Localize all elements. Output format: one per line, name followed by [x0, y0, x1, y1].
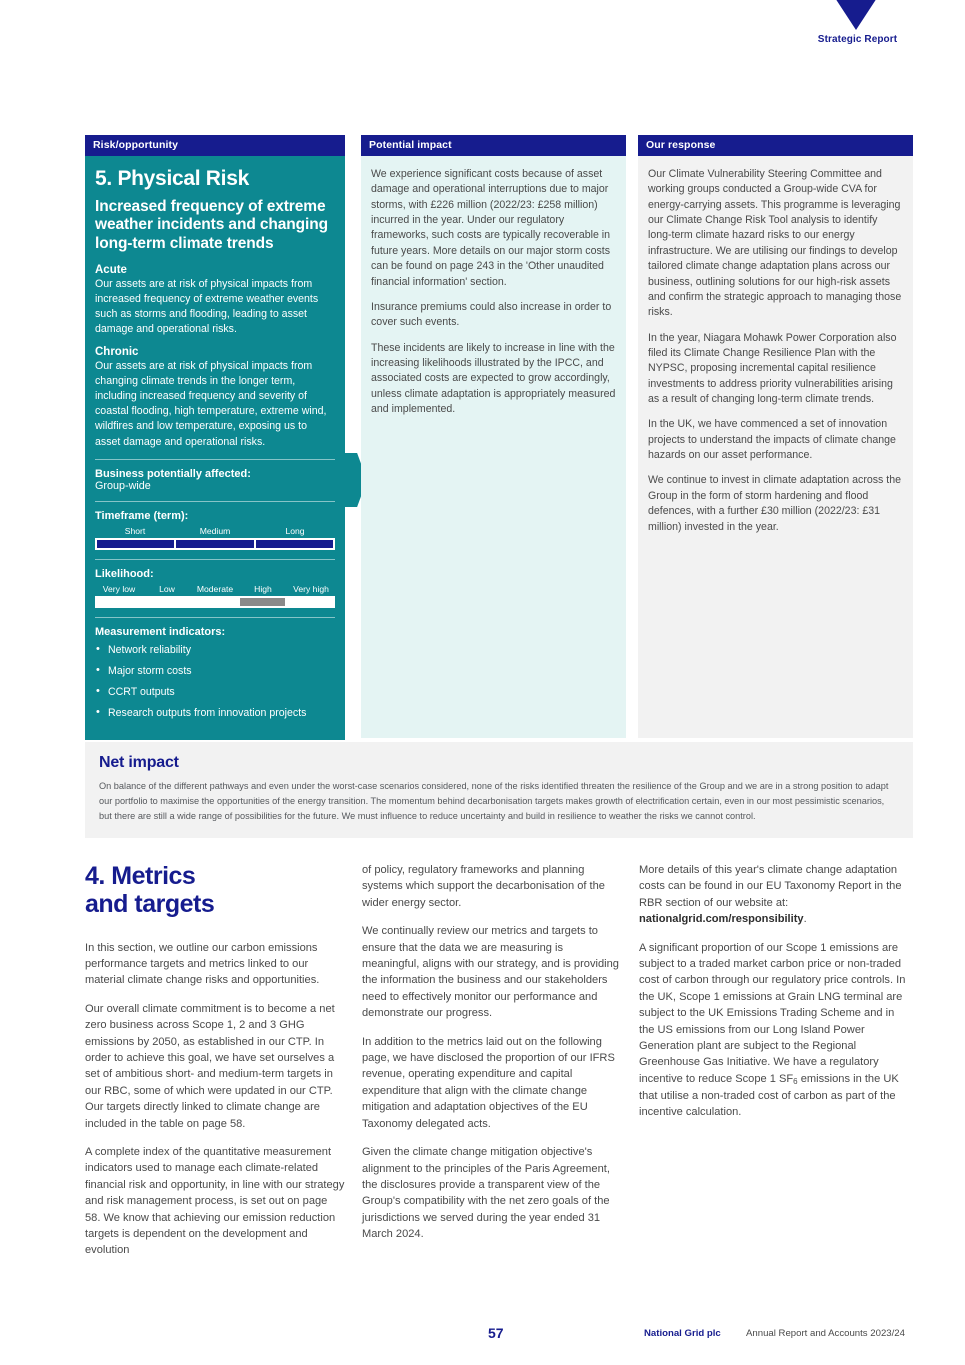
likelihood-segment: [287, 598, 333, 606]
metrics-column-2: [362, 862, 622, 1243]
list-item: • CCRT outputs: [95, 685, 335, 699]
timeframe-scale: [95, 526, 335, 550]
timeframe-tick: Medium: [199, 525, 231, 536]
net-impact-section: [85, 742, 913, 838]
likelihood-tick: Moderate: [196, 583, 234, 594]
timeframe-track: [95, 538, 335, 550]
business-affected-value: Group-wide: [95, 479, 151, 492]
impact-column-body: [361, 156, 626, 738]
timeframe-segment: [176, 540, 253, 548]
list-item: • Network reliability: [95, 643, 335, 657]
divider: [95, 617, 335, 618]
response-paragraph: In the year, Niagara Mohawk Power Corporation also filed its Climate Change Resilience Plan with the NYPSC, proposing incremental capital resilience investments to address priority vulnerabilities arising as a result of changing long-term climate trends.: [648, 331, 897, 406]
net-impact-title: Net impact: [99, 754, 179, 771]
metrics-paragraph: Our overall climate commitment is to become a net zero business across Scope 1, 2 and 3 GHG emissions by 2050, as established in our CTP. In order to achieve this goal, we have set ourselves a set of ambitious short- and medium-term targets in our RBC, some of which were updated in our CTP. Our targets directly linked to climate change are included in the table on page 58.: [85, 1002, 335, 1130]
likelihood-tick: Very high: [293, 583, 329, 594]
footer-report-meta: Annual Report and Accounts 2023/24: [746, 1328, 905, 1339]
likelihood-segment: [97, 598, 143, 606]
timeframe-ticks: [95, 526, 335, 536]
likelihood-tick: High: [254, 583, 272, 594]
metrics-title-line1: 4. Metrics: [85, 862, 196, 890]
responsibility-website-link[interactable]: nationalgrid.com/responsibility: [639, 913, 804, 926]
measurement-indicators-list: [95, 643, 335, 721]
divider: [95, 459, 335, 460]
response-column-header: Our response: [638, 135, 913, 156]
acute-text: Our assets are at risk of physical impacts from increased frequency of extreme weather events such as storms and flooding, leading to asset damage and operational risks.: [95, 278, 319, 336]
net-impact-text: On balance of the different pathways and even under the worst-case scenarios considered, none of the risks identified threaten the resilience of the Group and we are in a strong position to adapt our portfolio to maximise the opportunities of the energy transition. The momentum behind decarbonisation targets makes growth of electrification certain, even in our most pessimistic scenarios, but there are still a wide range of possibilities for the future. We must influence to reduce uncertainty and build in resilience to weather the risks we cannot control.: [99, 781, 889, 821]
metrics-paragraph-with-subscript: [639, 940, 911, 1121]
response-paragraph: Our Climate Vulnerability Steering Committee and working groups conducted a Group-wide CVA for energy-carrying assets. This programme is leveraging our Climate Change Risk Tool analysis to identify long-term climate hazard risks to our energy infrastructure. We are utilising our findings to develop tailored climate change adaptation plans across our business, outlining solutions for our high-risk assets and confirm the strategic approach to managing those risks.: [648, 168, 902, 319]
divider: [95, 501, 335, 502]
metrics-paragraph: In this section, we outline our carbon emissions performance targets and metrics linked to our material climate change risks and opportunities.: [85, 941, 320, 987]
sf6-text-part-b: emissions in the UK that utilise a non-traded cost of carbon as part of the incentive calculation.: [639, 1072, 899, 1119]
likelihood-segment: [192, 598, 238, 606]
metrics-paragraph: We continually review our metrics and targets to ensure that the data we are measuring is meaningful, aligns with our strategy, and is providing the information the business and our stakeholders need to effectively monitor our performance and demonstrate our progress.: [362, 925, 619, 1020]
metrics-paragraph-with-link: [639, 862, 911, 928]
business-affected-label: Business potentially affected:: [95, 467, 251, 480]
measurement-indicators-label: Measurement indicators:: [95, 625, 226, 638]
metrics-paragraph: A complete index of the quantitative measurement indicators used to manage each climate-related financial risk and opportunity, in line with our strategy and risk management process, is set out on page 58. We know that achieving our emission reduction targets is dependent on the development and evolution: [85, 1145, 345, 1257]
sf6-subscript: 6: [793, 1076, 798, 1086]
potential-impact-column: [361, 135, 626, 738]
risk-panel: [85, 135, 913, 723]
impact-column-header: Potential impact: [361, 135, 626, 156]
impact-paragraph: These incidents are likely to increase in line with the increasing likelihoods illustrated by the IPCC, and associated costs are expected to grow accordingly, unless climate adaptation is appropriately measured and implemented.: [371, 341, 616, 416]
timeframe-segment: [97, 540, 174, 548]
likelihood-scale: [95, 584, 335, 608]
likelihood-track: [95, 596, 335, 608]
metrics-link-suffix: .: [803, 913, 807, 926]
metrics-paragraph: of policy, regulatory frameworks and planning systems which support the decarbonisation of the wider energy sector.: [362, 864, 605, 909]
metrics-paragraph: Given the climate change mitigation objective's alignment to the principles of the Paris Agreement, the disclosures provide a transparent view of the Group's compatibility with the net zero goals of the jurisdictions we served during the year ended 31 March 2024.: [362, 1146, 610, 1241]
chronic-heading: Chronic: [95, 346, 139, 359]
page-header: [0, 0, 965, 60]
timeframe-label: Timeframe (term):: [95, 509, 189, 522]
list-item: • Major storm costs: [95, 664, 335, 678]
chronic-text: Our assets are at risk of physical impacts from changing climate trends in the longer term, including increased frequency and severity of coastal flooding, high temperature, extreme wind, wildfires and low temperature, exposing us to asset damage and operational risks.: [95, 360, 327, 448]
timeframe-tick: Short: [124, 525, 146, 536]
likelihood-tick: Low: [159, 583, 175, 594]
footer-brand: National Grid plc: [644, 1328, 721, 1339]
divider: [95, 559, 335, 560]
sf6-text-part-a: A significant proportion of our Scope 1 emissions are subject to a traded market carbon price or non-traded cost of carbon through our regulatory price controls. In the UK, Scope 1 emissions at Grain LNG terminal are subject to the UK Emissions Trading Scheme and in the US emissions from our Long Island Power Generation plant are subject to the Regional Greenhouse Gas Initiative. We have a regulatory incentive to reduce Scope 1 SF: [639, 941, 906, 1085]
metrics-link-prefix: More details of this year's climate change adaptation costs can be found in our EU Taxonomy Report in the RBR section of our website at:: [639, 864, 902, 909]
response-paragraph: In the UK, we have commenced a set of innovation projects to understand the impacts of climate change hazards on our asset performance.: [648, 418, 896, 462]
likelihood-tick: Very low: [102, 583, 136, 594]
metrics-column-1: [85, 862, 345, 1259]
likelihood-label: Likelihood:: [95, 567, 154, 580]
page-footer: [85, 1325, 930, 1347]
metrics-paragraph: In addition to the metrics laid out on the following page, we have disclosed the proportion of our IFRS revenue, operating expenditure and capital expenditure that align with the climate change mitigation and adaptation objectives of the EU Taxonomy delegated acts.: [362, 1035, 615, 1130]
response-column-body: [638, 156, 913, 738]
triangle-down-icon: [822, 0, 890, 30]
section-tab-label: Strategic Report: [817, 34, 898, 45]
acute-heading: Acute: [95, 264, 127, 277]
impact-paragraph: We experience significant costs because of asset damage and operational interruptions due to major storms, with £226 million (2022/23: £258 million) incurred in the year. Under our regulatory frameworks, such costs are typically recoverable in future years. More details on our major storm costs can be found on page 243 in the 'Other unaudited financial information' section.: [371, 168, 611, 288]
risk-column-body: [85, 156, 345, 740]
risk-column-header: Risk/opportunity: [85, 135, 345, 156]
risk-opportunity-column: [85, 135, 345, 740]
response-paragraph: We continue to invest in climate adaptation across the Group in the form of storm hardening and flood defences, with a further £30 million (2022/23: £31 million) invested in the year.: [648, 474, 902, 533]
our-response-column: [638, 135, 913, 738]
impact-paragraph: Insurance premiums could also increase in order to cover such events.: [371, 300, 612, 329]
timeframe-tick: Long: [285, 525, 305, 536]
metrics-title-line2: and targets: [85, 890, 215, 919]
metrics-column-3: [639, 862, 911, 1120]
page-title: [85, 862, 345, 919]
likelihood-segment: [240, 598, 286, 606]
risk-subtitle: Increased frequency of extreme weather incidents and changing long-term climate trends: [95, 197, 328, 253]
timeframe-segment: [256, 540, 333, 548]
likelihood-segment: [145, 598, 191, 606]
page-number: 57: [488, 1325, 504, 1341]
list-item: • Research outputs from innovation projects: [95, 706, 335, 720]
risk-title: 5. Physical Risk: [95, 167, 249, 190]
likelihood-ticks: [95, 584, 335, 594]
